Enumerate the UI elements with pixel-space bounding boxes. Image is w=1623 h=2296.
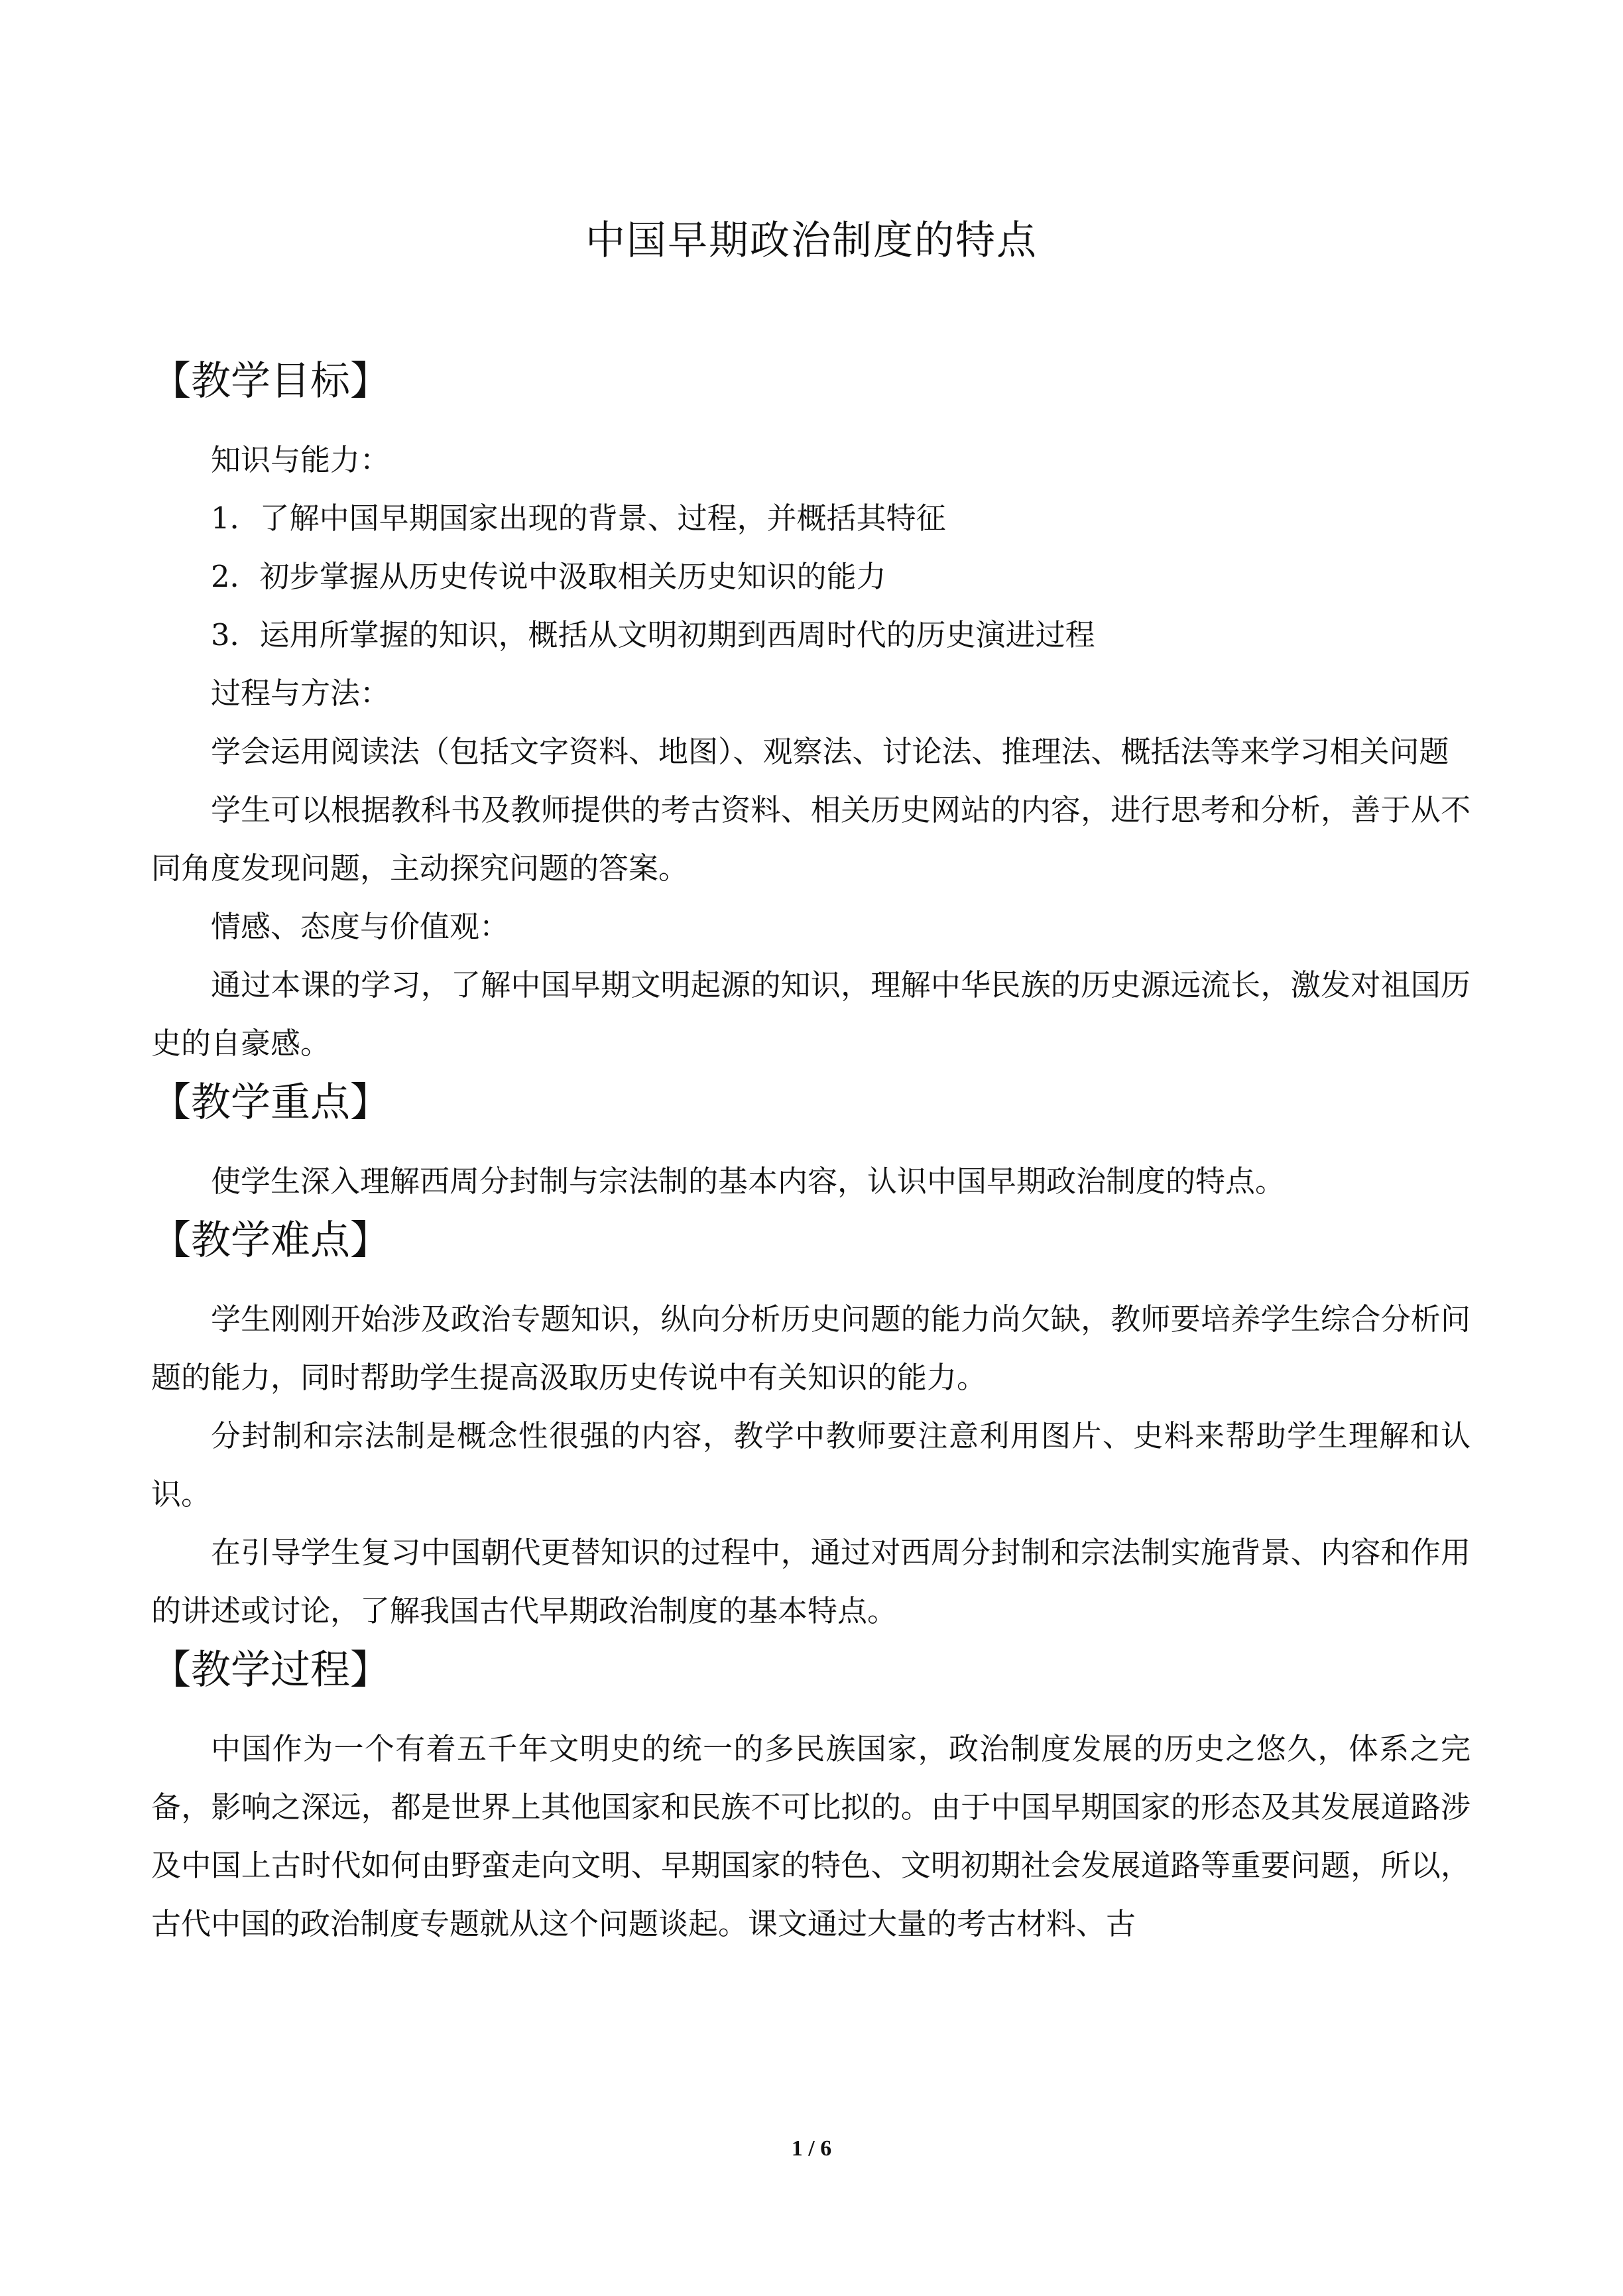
paragraph: 中国作为一个有着五千年文明史的统一的多民族国家，政治制度发展的历史之悠久，体系之完备，影响之深远，都是世界上其他国家和民族不可比拟的。由于中国早期国家的形态及其发展道路涉及中国上古时代如何由野蛮走向文明、早期国家的特色、文明初期社会发展道路等重要问题，所以，古代中国的政治制度专题就从这个问题谈起。课文通过大量的考古材料、古	[151, 1731, 1471, 1941]
paragraph: 通过本课的学习，了解中国早期文明起源的知识，理解中华民族的历史源远流长，激发对祖国历史的自豪感。	[151, 967, 1471, 1061]
document-title: 中国早期政治制度的特点	[585, 217, 1038, 264]
paragraph: 2．初步掌握从历史传说中汲取相关历史知识的能力	[211, 559, 886, 594]
section-teaching-difficulties	[151, 1211, 1471, 1640]
paragraph: 使学生深入理解西周分封制与宗法制的基本内容，认识中国早期政治制度的特点。	[211, 1164, 1286, 1199]
section-heading: 【教学过程】	[151, 1647, 390, 1693]
paragraph: 1．了解中国早期国家出现的背景、过程，并概括其特征	[211, 501, 946, 536]
paragraph: 在引导学生复习中国朝代更替知识的过程中，通过对西周分封制和宗法制实施背景、内容和作用的讲述或讨论，了解我国古代早期政治制度的基本特点。	[151, 1535, 1471, 1628]
paragraph: 情感、态度与价值观：	[211, 909, 510, 944]
section-heading: 【教学重点】	[151, 1079, 390, 1126]
paragraph: 分封制和宗法制是概念性很强的内容，教学中教师要注意利用图片、史料来帮助学生理解和认识。	[151, 1418, 1471, 1512]
document-body	[151, 351, 1471, 1953]
paragraph: 学会运用阅读法（包括文字资料、地图）、观察法、讨论法、推理法、概括法等来学习相关问题	[211, 734, 1449, 769]
section-teaching-process	[151, 1640, 1471, 1953]
paragraph: 学生刚刚开始涉及政治专题知识，纵向分析历史问题的能力尚欠缺，教师要培养学生综合分析问题的能力，同时帮助学生提高汲取历史传说中有关知识的能力。	[151, 1301, 1471, 1395]
section-heading: 【教学难点】	[151, 1217, 390, 1264]
section-teaching-focus	[151, 1073, 1471, 1211]
page-number: 1 / 6	[791, 2136, 832, 2161]
paragraph: 过程与方法：	[211, 676, 391, 711]
section-teaching-objectives	[151, 351, 1471, 1073]
paragraph: 学生可以根据教科书及教师提供的考古资料、相关历史网站的内容，进行思考和分析，善于从不同角度发现问题，主动探究问题的答案。	[151, 792, 1471, 886]
section-heading: 【教学目标】	[151, 358, 390, 404]
paragraph: 知识与能力：	[211, 442, 391, 477]
paragraph: 3．运用所掌握的知识，概括从文明初期到西周时代的历史演进过程	[211, 617, 1095, 652]
